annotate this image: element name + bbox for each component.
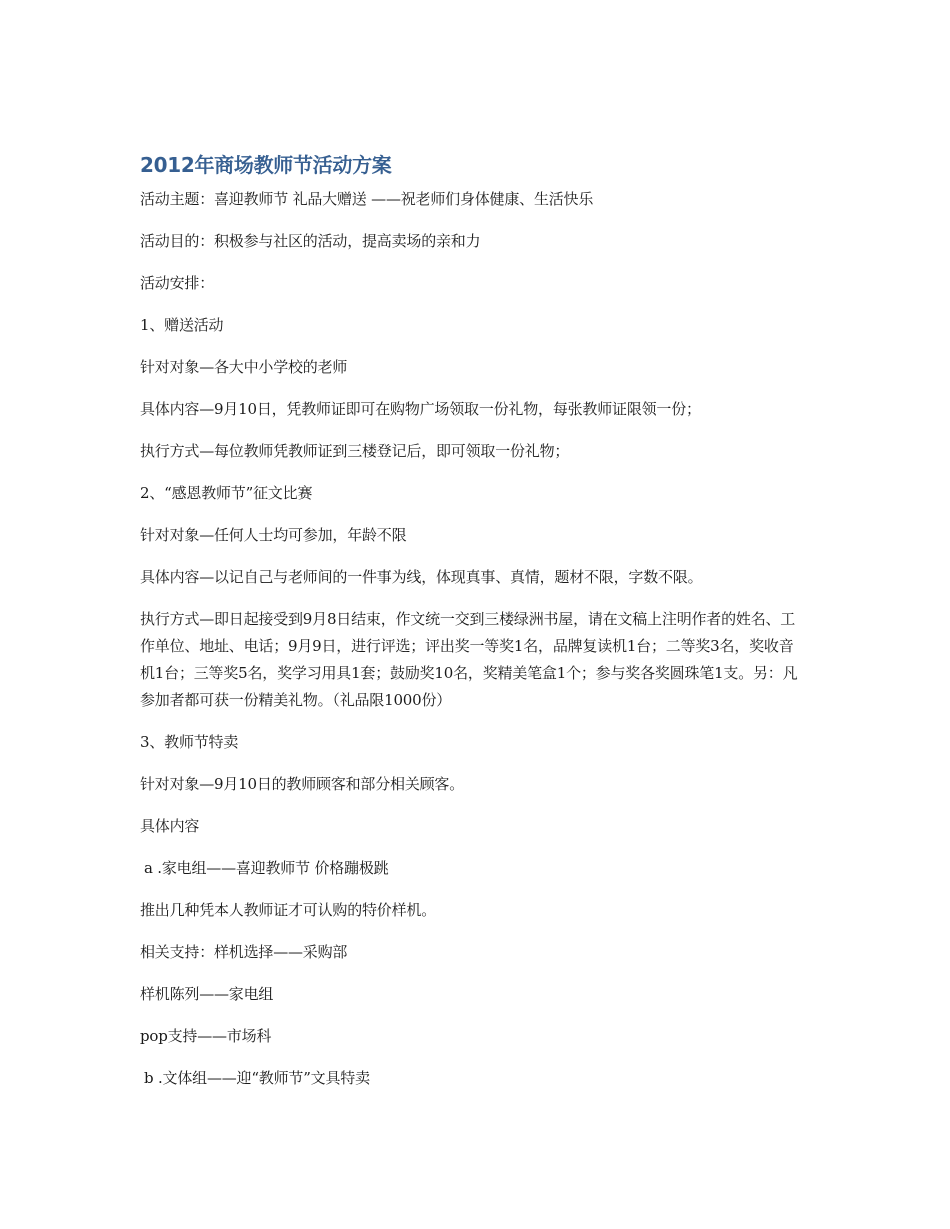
paragraph-theme: 活动主题：喜迎教师节 礼品大赠送 ——祝老师们身体健康、生活快乐 (140, 190, 594, 208)
paragraph-sample-machines: 推出几种凭本人教师证才可认购的特价样机。 (140, 901, 437, 919)
section-heading-gift: 1、赠送活动 (140, 316, 224, 334)
paragraph-essay-target: 针对对象—任何人士均可参加，年龄不限 (140, 526, 407, 544)
paragraph-sale-target: 针对对象—9月10日的教师顾客和部分相关顾客。 (140, 775, 465, 793)
section-heading-sale: 3、教师节特卖 (140, 733, 239, 751)
section-heading-essay: 2、“感恩教师节”征文比赛 (140, 484, 313, 502)
paragraph-sale-content-heading: 具体内容 (140, 817, 200, 835)
paragraph-essay-content: 具体内容—以记自己与老师间的一件事为线，体现真事、真情，题材不限，字数不限。 (140, 568, 703, 586)
document-title: 2012年商场教师节活动方案 (140, 153, 392, 177)
paragraph-essay-method: 执行方式—即日起接受到9月8日结束，作文统一交到三楼绿洲书屋，请在文稿上注明作者的姓名、工作单位、地址、电话；9月9日，进行评选；评出奖一等奖1名，品牌复读机1台；二等奖3名，奖收音机1台；三等奖5名，奖学习用具1套；鼓励奖10名，奖精美笔盒1个；参与奖各奖圆珠笔1支。另：凡参加者都可获一份精美礼物。（礼品限1000份） (140, 610, 798, 709)
paragraph-appliance-group: a .家电组——喜迎教师节 价格蹦极跳 (144, 859, 389, 877)
paragraph-support-selection: 相关支持：样机选择——采购部 (140, 943, 348, 961)
paragraph-gift-content: 具体内容—9月10日，凭教师证即可在购物广场领取一份礼物，每张教师证限领一份； (140, 400, 701, 418)
paragraph-arrangement: 活动安排： (140, 274, 215, 292)
document-body (140, 150, 805, 1107)
paragraph-sample-display: 样机陈列——家电组 (140, 985, 274, 1003)
paragraph-pop-support: pop支持——市场科 (140, 1027, 272, 1045)
paragraph-stationery-group: b .文体组——迎“教师节”文具特卖 (144, 1069, 370, 1087)
paragraph-gift-method: 执行方式—每位教师凭教师证到三楼登记后，即可领取一份礼物； (140, 442, 570, 460)
paragraph-purpose: 活动目的：积极参与社区的活动，提高卖场的亲和力 (140, 232, 481, 250)
paragraph-gift-target: 针对对象—各大中小学校的老师 (140, 358, 348, 376)
